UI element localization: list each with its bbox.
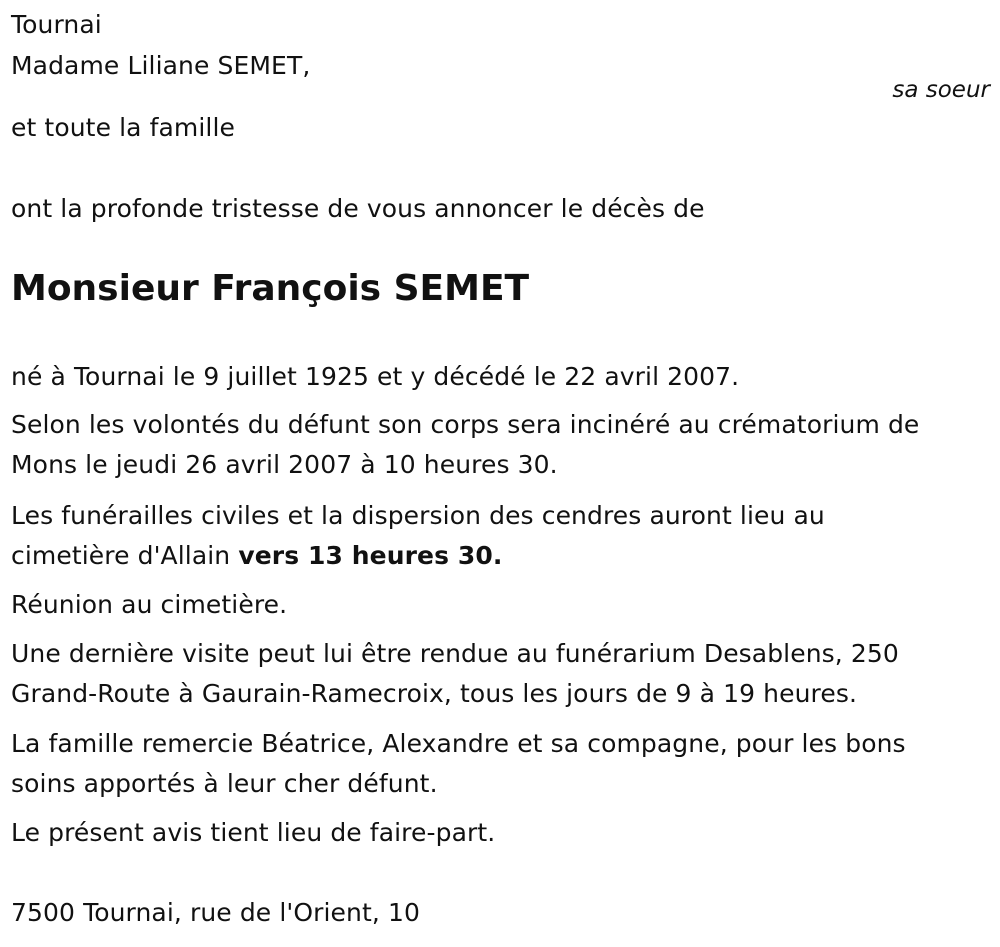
thanks-line-2: soins apportés à leur cher défunt. [11, 769, 438, 798]
address-text: 7500 Tournai, rue de l'Orient, 10 [11, 898, 420, 927]
funeral-time-text: vers 13 heures 30. [238, 541, 503, 570]
funeral-line-1: Les funérailles civiles et la dispersion des cendres auront lieu au [11, 501, 825, 530]
announcement-text: ont la profonde tristesse de vous annoncer le décès de [11, 194, 705, 223]
funeral-place-text: cimetière d'Allain [11, 541, 239, 570]
thanks-line-1: La famille remercie Béatrice, Alexandre et sa compagne, pour les bons [11, 729, 906, 758]
city-line: Tournai [11, 10, 102, 39]
birth-death-text: né à Tournai le 9 juillet 1925 et y décédé le 22 avril 2007. [11, 362, 740, 391]
cremation-line-2: Mons le jeudi 26 avril 2007 à 10 heures 30. [11, 450, 558, 479]
relation-label: sa soeur [892, 77, 990, 103]
cremation-line-1: Selon les volontés du défunt son corps sera incinéré au crématorium de [11, 410, 920, 439]
family-member-line: Madame Liliane SEMET, [11, 51, 311, 80]
visit-line-2: Grand-Route à Gaurain-Ramecroix, tous les jours de 9 à 19 heures. [11, 679, 857, 708]
deceased-name: Monsieur François SEMET [11, 268, 530, 309]
funeral-line-2 [11, 536, 502, 576]
visit-line-1: Une dernière visite peut lui être rendue au funérarium Desablens, 250 [11, 639, 899, 668]
family-line: et toute la famille [11, 113, 236, 142]
meeting-text: Réunion au cimetière. [11, 590, 288, 619]
notice-text: Le présent avis tient lieu de faire-part. [11, 818, 496, 847]
